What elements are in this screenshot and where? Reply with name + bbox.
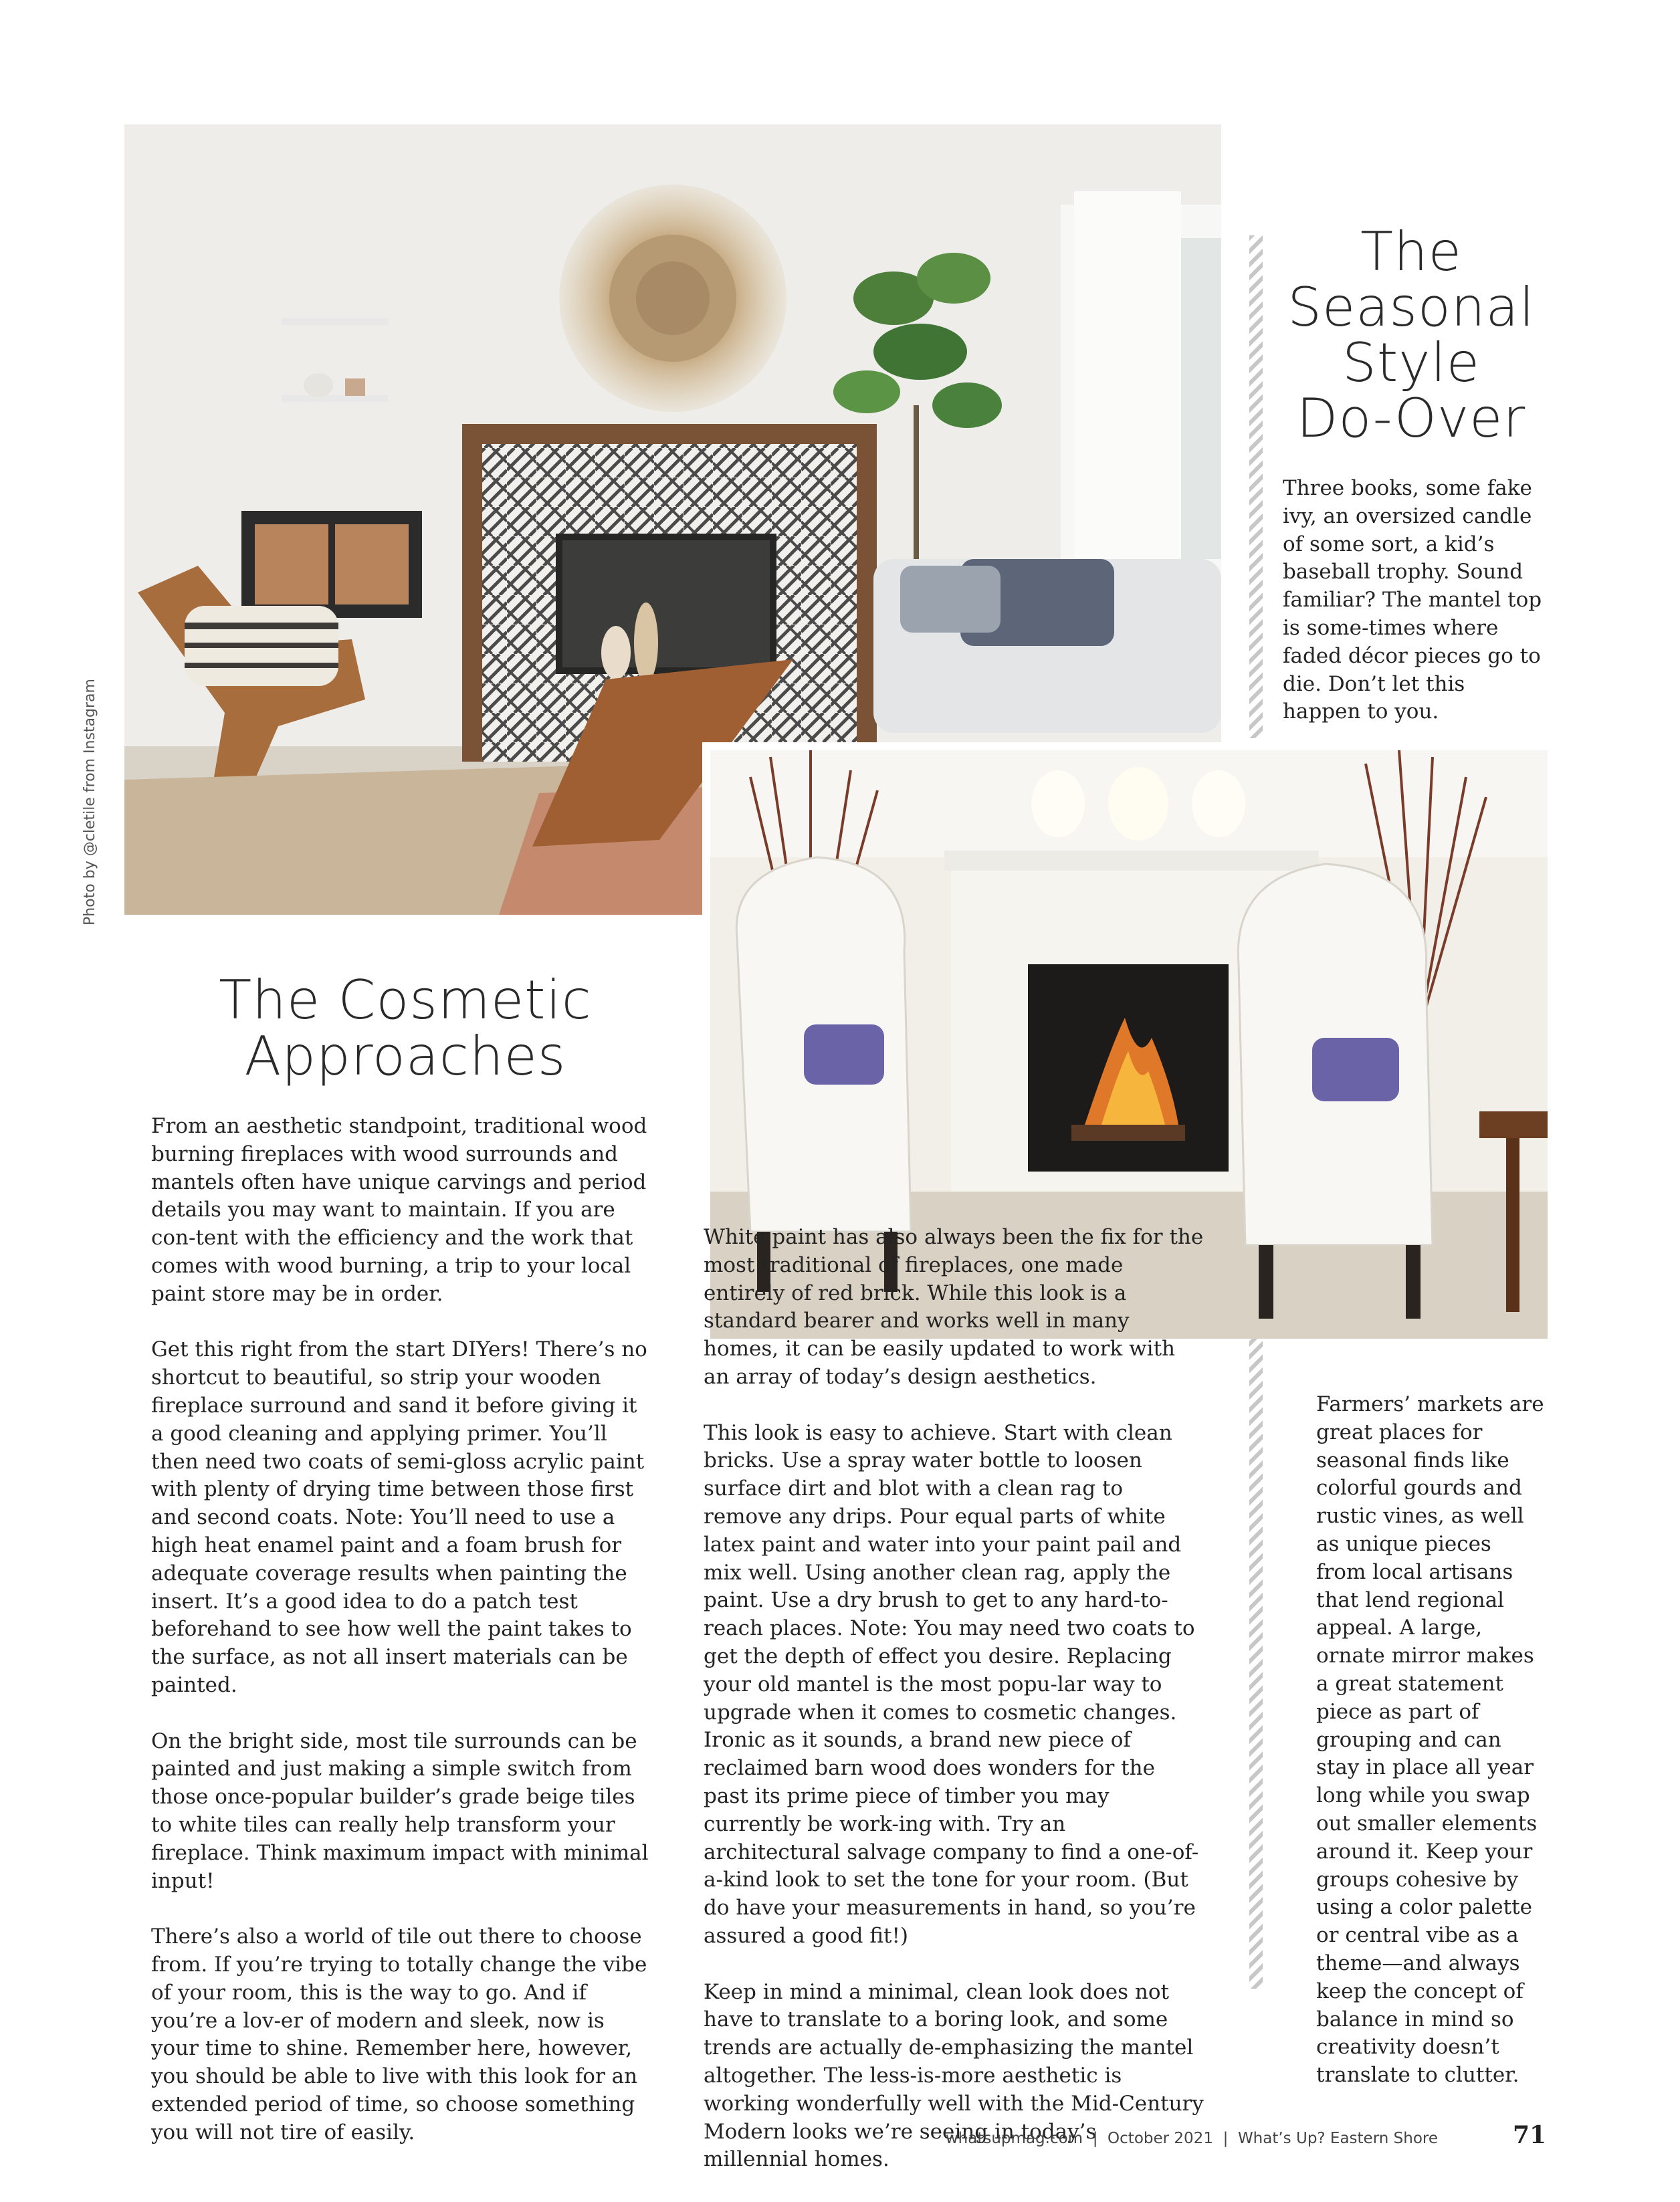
sidebar-title-line: Do-Over [1296,387,1526,449]
article-title-line: Approaches [244,1025,566,1087]
article-column-2 [704,1224,1204,2202]
article-title [124,969,686,1087]
page-number: 71 [1513,2121,1547,2149]
article-paragraph: On the bright side, most tile surrounds can be painted and just making a simple switch from those once-popular builder’s grade beige tiles to white tiles can really help transform your fireplace. Think maximum impact with minimal input! [151,1729,649,1893]
sidebar-tip-text: Farmers’ markets are great places for seasonal finds like colorful gourds and rustic vines, as well as unique pieces from local artisans that lend regional appeal. A large, ornate mirror makes a great statement piece as part of grouping and can stay in place all year long while you swap out smaller elements around it. Keep your groups cohesive by using a color palette or central vibe as a theme—and always keep the concept of balance in mind so creativity doesn’t translate to clutter. [1316,1392,1544,2088]
sidebar-hatch-bottom [1249,1315,1263,1989]
sidebar-hatch-top [1249,235,1263,738]
sidebar-intro-text: Three books, some fake ivy, an oversized candle of some sort, a kid’s baseball trophy. Sound familiar? The mantel top is some-times where faded décor pieces go to die. Don’t let this happen to you. [1283,476,1542,724]
article-title-line: The Cosmetic [219,969,592,1031]
article-paragraph: Keep in mind a minimal, clean look does not have to translate to a boring look, and some trends are actually de-emphasizing the mantel altogether. The less-is-more aesthetic is working wonderfully well with the Mid-Century Modern looks we’re seeing in today’s millennial homes. [704,1979,1204,2172]
article-column-1 [151,1113,651,2175]
sidebar-title-line: Seasonal [1287,276,1535,338]
article-paragraph: Get this right from the start DIYers! There’s no shortcut to beautiful, so strip your wooden fireplace surround and sand it before giving it a good cleaning and applying primer. You’ll then need two coats of semi-gloss acrylic paint with plenty of drying time between those first and second coats. Note: You’ll need to use a high heat enamel paint and a foam brush for adequate coverage results when painting the insert. It’s a good idea to do a patch test beforehand to see how well the paint takes to the surface, as not all insert materials can be painted. [151,1337,647,1697]
sidebar-title [1271,221,1552,449]
photo-credit: Photo by @cletile from Instagram [82,679,98,925]
article-paragraph: There’s also a world of tile out there to choose from. If you’re trying to totally change the vibe of your room, this is the way to go. And if you’re a lov-er of modern and sleek, now is your time to shine. Remember here, however, you should be able to live with this look for an extended period of time, so choose something you will not tire of easily. [151,1924,647,2144]
sidebar-title-line: The [1360,221,1462,283]
sidebar-intro [1283,475,1545,754]
article-paragraph: This look is easy to achieve. Start with clean bricks. Use a spray water bottle to loosen surface dirt and blot with a clean rag to remove any drips. Pour equal parts of white latex paint and water into your paint pail and mix well. Using another clean rag, apply the paint. Use a dry brush to get to any hard-to-reach places. Note: You may need two coats to get the depth of effect you desire. Replacing your old mantel is the most popu-lar way to upgrade when it comes to cosmetic changes. Ironic as it sounds, a brand new piece of reclaimed barn wood does wonders for the past its prime piece of timber you may currently be work-ing with. Try an architectural salvage company to find a one-of-a-kind look to set the tone for your room. (But do have your measurements in hand, so you’re assured a good fit!) [704,1420,1199,1948]
article-paragraph: From an aesthetic standpoint, traditional wood burning fireplaces with wood surrounds and mantels often have unique carvings and period details you may want to maintain. If you are con-tent with the efficiency and the work that comes with wood burning, a trip to your local paint store may be in order. [151,1114,647,1306]
footer-text: whatsupmag.com | October 2021 | What’s Up? Eastern Shore [945,2130,1438,2147]
sidebar-title-line: Style [1342,332,1480,394]
article-paragraph: White paint has also always been the fix for the most traditional of fireplaces, one made entirely of red brick. While this look is a standard bearer and works well in many homes, it can be easily updated to work with an array of today’s design aesthetics. [704,1225,1204,1389]
sidebar-tip [1316,1391,1545,2118]
